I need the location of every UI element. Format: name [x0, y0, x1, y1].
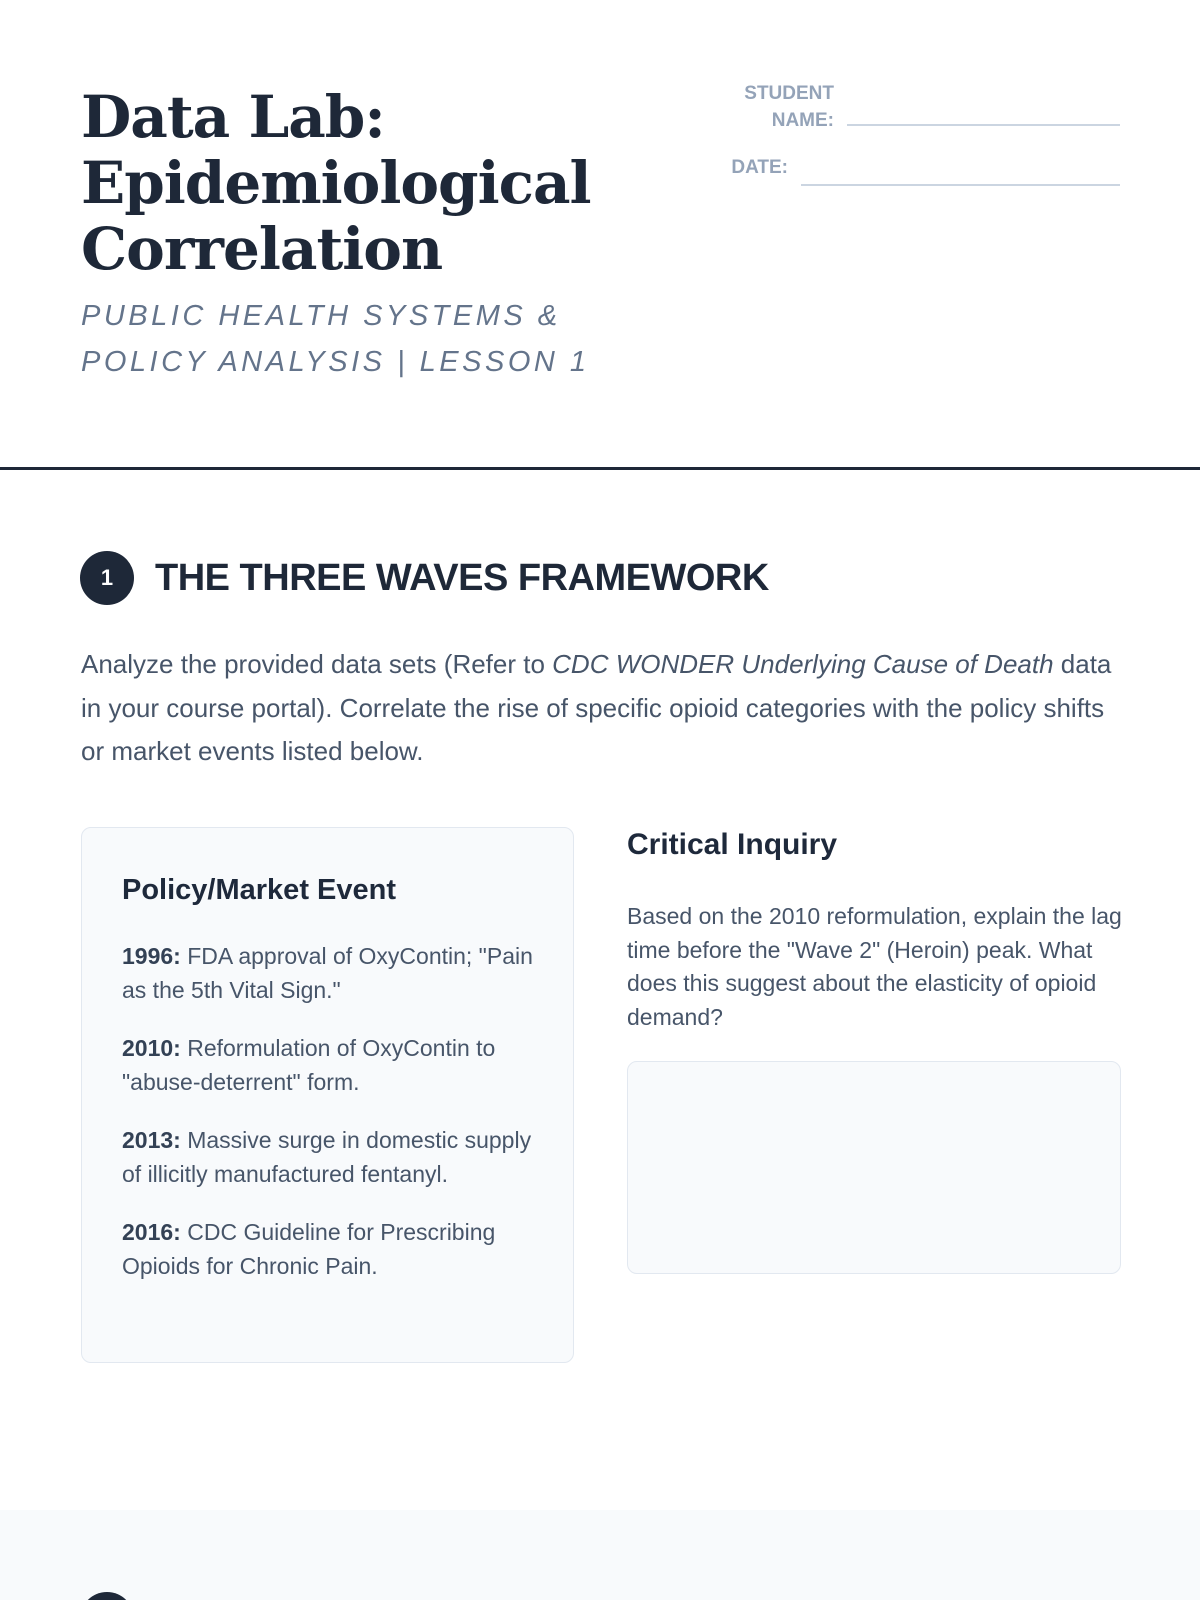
intro-text-end: data in your course portal). Correlate the rise of specific opioid categories with the policy shifts or market events listed below.	[81, 649, 1112, 766]
critical-inquiry-title: Critical Inquiry	[627, 828, 838, 861]
section-number-badge	[80, 1592, 134, 1600]
answer-box[interactable]	[627, 1061, 1121, 1274]
event-text: CDC Guideline for Prescribing Opioids for Chronic Pain.	[122, 1219, 496, 1279]
student-name-label: STUDENT NAME:	[744, 83, 834, 131]
page-subtitle: PUBLIC HEALTH SYSTEMS & POLICY ANALYSIS | LESSON 1	[81, 300, 590, 378]
policy-events-title: Policy/Market Event	[122, 874, 396, 906]
list-item	[122, 1124, 542, 1191]
date-label: DATE:	[731, 157, 788, 178]
event-year: 2016:	[122, 1219, 181, 1245]
section-intro	[81, 643, 1121, 774]
list-item	[122, 1032, 542, 1099]
policy-events-list	[122, 940, 542, 1308]
intro-text-start: Analyze the provided data sets (Refer to	[81, 649, 553, 679]
event-year: 2010:	[122, 1035, 181, 1061]
event-text: FDA approval of OxyContin; "Pain as the 5th Vital Sign."	[122, 943, 533, 1003]
intro-data-source: CDC WONDER Underlying Cause of Death	[552, 649, 1054, 679]
critical-inquiry-question: Based on the 2010 reformulation, explain the lag time before the "Wave 2" (Heroin) peak. What does this suggest about the elasticity of opioid demand?	[627, 903, 1122, 1030]
section-title: THE THREE WAVES FRAMEWORK	[155, 557, 769, 599]
date-field[interactable]	[801, 184, 1120, 186]
student-name-field[interactable]	[847, 124, 1120, 126]
page-title: Data Lab: Epidemiological Correlation	[81, 83, 591, 283]
header-divider	[0, 467, 1200, 470]
list-item	[122, 940, 542, 1007]
worksheet-header	[0, 0, 1200, 470]
event-text: Reformulation of OxyContin to "abuse-deterrent" form.	[122, 1035, 496, 1095]
list-item	[122, 1216, 542, 1283]
next-section	[0, 1510, 1200, 1600]
event-text: Massive surge in domestic supply of illicitly manufactured fentanyl.	[122, 1127, 532, 1187]
section-number-badge: 1	[80, 551, 134, 605]
event-year: 2013:	[122, 1127, 181, 1153]
policy-events-card	[81, 827, 574, 1363]
event-year: 1996:	[122, 943, 181, 969]
